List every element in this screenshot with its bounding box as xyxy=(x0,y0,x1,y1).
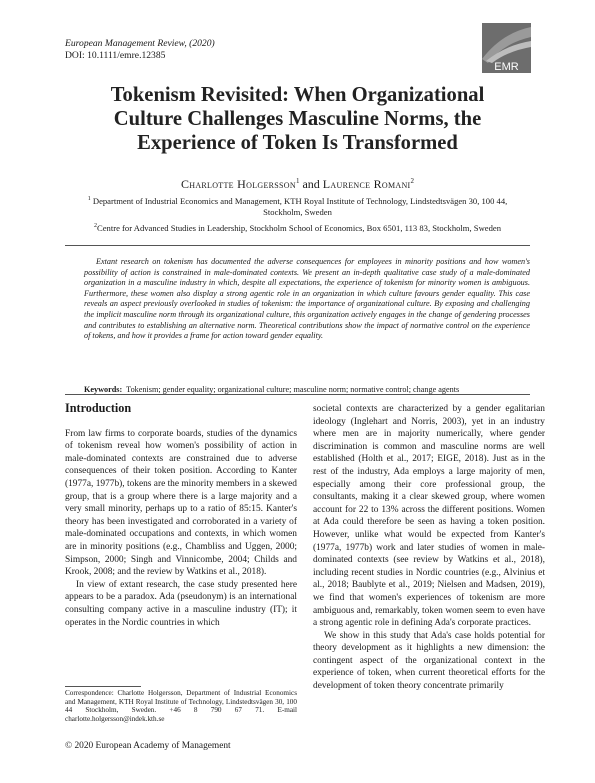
affiliation-marker: 1 xyxy=(295,177,300,185)
paper-title xyxy=(40,83,555,155)
svg-text:EMR: EMR xyxy=(494,61,519,73)
paragraph: We show in this study that Ada's case holds potential for theory development as it highlights a new dimension: the contingent aspect of the organizational context in the experience of token, when current theoretical efforts for the development of token theory concentrate primarily xyxy=(313,630,545,692)
author-name: Laurence Romani xyxy=(322,177,411,191)
authors xyxy=(40,177,555,192)
divider xyxy=(65,245,530,246)
paragraph: societal contexts are characterized by a gender egalitarian ideology (Inglehart and Norris, 2003), yet in an industry where men are in majority numerically, where gender discrimination is common and masculine norms are well established (Holth et al., 2017; EIGE, 2018). Just as in the rest of the industry, Ada employs a large majority of men, especially among their core professional group, the consultants, making it a clear skewed group, where women account for 22 to 13% across the different positions. Women at Ada could therefore be seen as having a token position. However, unlike what would be expected from Kanter's (1977a, 1977b) work and later studies of women in male-dominated contexts (see review by Watkins et al., 2018), including recent studies in Nordic countries (e.g., Alvinius et al., 2018; Baublyte et al., 2019; Nielsen and Madsen, 2019), we find that women's experiences of tokenism are more ambiguous and, remarkably, token women seem to even have a strong agentic role in defining Ada's corporate practices. xyxy=(313,404,545,629)
emr-logo xyxy=(482,23,531,73)
author-name: Charlotte Holgersson xyxy=(180,177,296,191)
affiliation-2: $^2$Centre for Advanced Studies in Leadership, Stockholm School of Economics, Box 6501, 113 83, Stockholm, Sweden xyxy=(93,222,501,233)
title-line: Culture Challenges Masculine Norms, the xyxy=(113,108,482,130)
abstract: Extant research on tokenism has documented the adverse consequences for employees in minority positions and how women's possibility of action is constrained in male-dominated contexts. We present an in-depth qualitative case study of a male-dominated organization in a masculine industry in which, despite all expectations, the experience of tokenism for minority women is ambiguous. Furthermore, these women also display a strong agentic role in an organization in which culture favours gender equality. This case reveals an aspect previously overlooked in studies of tokenism: the importance of organizational culture. By exposing and challenging the implicit masculine norm through its organizational culture, this organization actively engages in the change of gendering processes and contributes to establishing an alternative norm. Theoretical contributions show the impact of normative control on the experience of tokens, and how it provides a frame for action toward gender equality. xyxy=(84,257,530,341)
affiliation-1: $^1$ Department of Industrial Economics and Management, KTH Royal Institute of Technology, Lindstedtsvägen 30, 100 44, Stockholm, Sweden xyxy=(87,195,508,218)
section-heading: Introduction xyxy=(65,401,132,415)
title-line: Experience of Token Is Transformed xyxy=(137,132,458,154)
paragraph: In view of extant research, the case study presented here appears to be a paradox. Ada (pseudonym) is an international consulting company active in a masculine industry (IT); it operates in the Nordic countries in which xyxy=(65,579,297,628)
keywords-label: Keywords: xyxy=(84,385,123,394)
keywords-text: Tokenism; gender equality; organizational culture; masculine norm; normative control; change agents xyxy=(126,385,460,394)
affiliation-marker: 2 xyxy=(410,177,415,185)
journal-name: European Management Review, (2020) xyxy=(65,38,215,49)
left-column xyxy=(65,402,297,629)
copyright: © 2020 European Academy of Management xyxy=(65,741,231,751)
footnote-rule xyxy=(65,686,141,687)
journal-header xyxy=(65,38,215,62)
doi: DOI: 10.1111/emre.12385 xyxy=(65,50,166,61)
right-column xyxy=(313,403,545,693)
keywords xyxy=(84,385,530,394)
paragraph: From law firms to corporate boards, studies of the dynamics of tokenism reveal how women's possibility of action in male-dominated contexts are constrained due to adverse consequences of their token position. According to Kanter (1977a, 1977b), tokens are the minority members in a skewed group, that is a group where there is a large majority and a very small minority, perhaps up to a ratio of 85:15. Kanter's theory has been investigated and corroborated in a variety of male-dominated occupations and contexts, in which women are in minority positions (e.g., Chambliss and Uggen, 2000; Simpson, 2000; Singh and Vinnicombe, 2004; Childs and Krook, 2008; and the review by Watkins et al., 2018). xyxy=(65,428,297,578)
divider xyxy=(65,394,530,395)
author-conjunction: and xyxy=(299,177,323,191)
correspondence-footnote: Correspondence: Charlotte Holgersson, Department of Industrial Economics and Management, KTH Royal Institute of Technology, Lindstedtsvägen 30, 100 44 Stockholm, Sweden. +46 8 790 67 71. E-mail charlotte.holgersson@indek.kth.se xyxy=(65,689,297,723)
title-line: Tokenism Revisited: When Organizational xyxy=(110,84,485,106)
